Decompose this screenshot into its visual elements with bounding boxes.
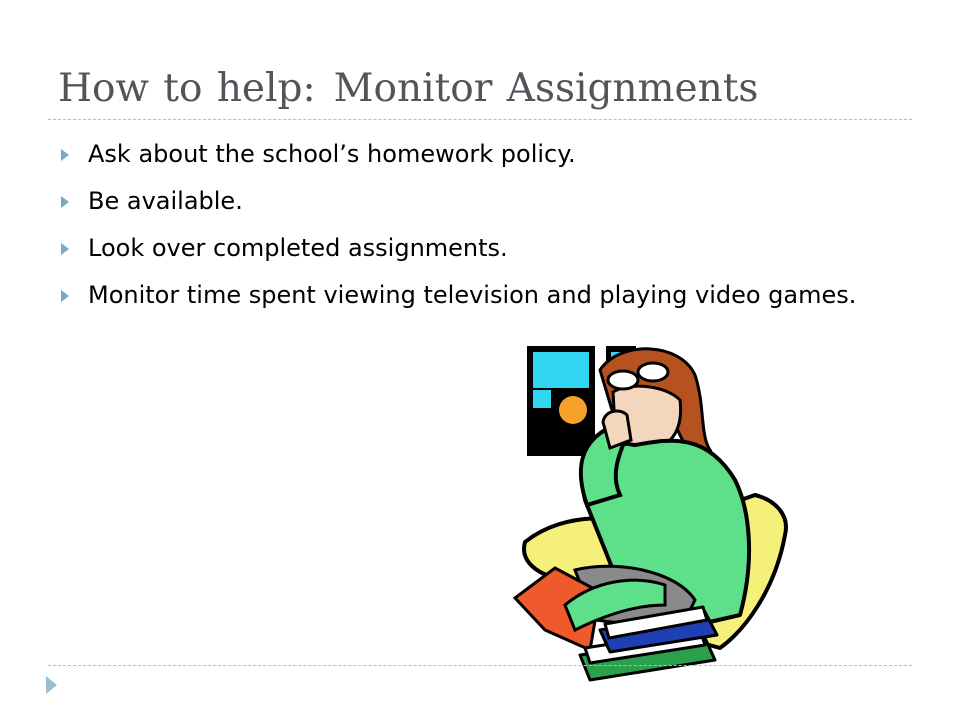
bullet-text: Monitor time spent viewing television and playing video games.	[88, 281, 857, 309]
bullet-item	[58, 280, 888, 310]
bullet-list	[58, 139, 888, 327]
bullet-marker-icon	[61, 290, 69, 302]
corner-triangle-icon	[46, 676, 57, 694]
bullet-text: Look over completed assignments.	[88, 234, 508, 262]
title-divider	[48, 119, 912, 120]
bullet-marker-icon	[61, 149, 69, 161]
bullet-text: Ask about the school’s homework policy.	[88, 140, 576, 168]
hand-icon	[603, 411, 631, 448]
tired-student-clipart-icon	[505, 330, 800, 690]
bullet-marker-icon	[61, 196, 69, 208]
bullet-item	[58, 186, 888, 216]
footer-divider	[48, 665, 912, 666]
title-part-1: How to help:	[58, 66, 316, 111]
title-part-2: Monitor Assignments	[333, 66, 759, 111]
bullet-item	[58, 233, 888, 263]
slide-title	[58, 66, 758, 111]
bullet-item	[58, 139, 888, 169]
bullet-text: Be available.	[88, 187, 243, 215]
bullet-marker-icon	[61, 243, 69, 255]
